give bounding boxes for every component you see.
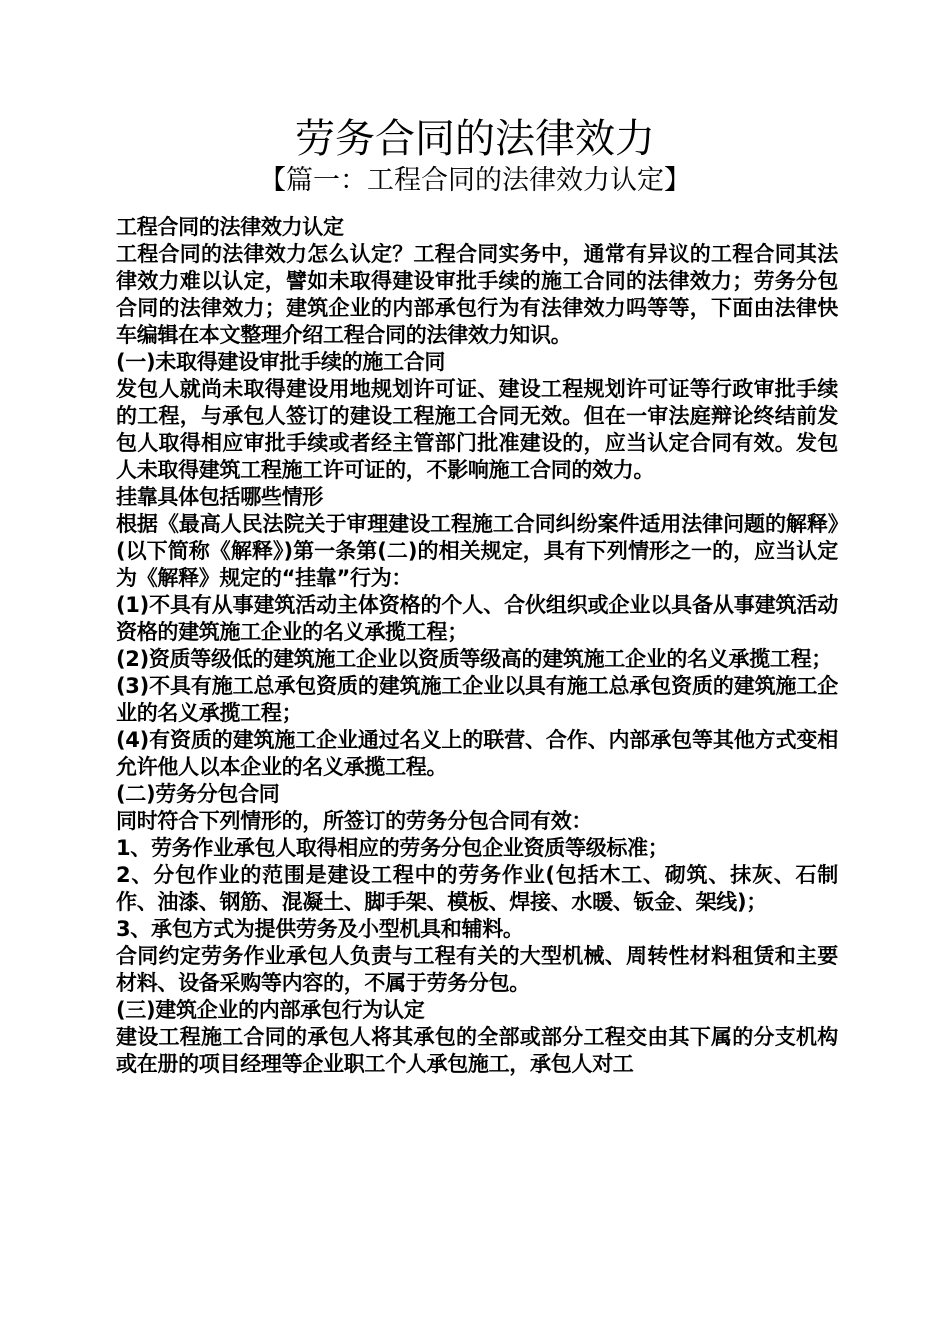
list-item-affiliation-3: (3)不具有施工总承包资质的建筑施工企业以具有施工总承包资质的建筑施工企业的名义承揽工程；	[116, 674, 838, 725]
list-item-affiliation-1: (1)不具有从事建筑活动主体资格的个人、合伙组织或企业以具备从事建筑活动资格的建筑施工企业的名义承揽工程；	[116, 593, 838, 644]
list-item-subcontract-1: 1、劳务作业承包人取得相应的劳务分包企业资质等级标准；	[116, 836, 669, 860]
section-heading-1: (一)未取得建设审批手续的施工合同	[116, 350, 446, 374]
section-heading-affiliation: 挂靠具体包括哪些情形	[116, 485, 323, 509]
paragraph-approval: 发包人就尚未取得建设用地规划许可证、建设工程规划许可证等行政审批手续的工程，与承包人签订的建设工程施工合同无效。但在一审法庭辩论终结前发包人取得相应审批手续或者经主管部门批准建设的，应当认定合同有效。发包人未取得建筑工程施工许可证的，不影响施工合同的效力。	[116, 377, 838, 482]
document-title: 劳务合同的法律效力	[295, 116, 655, 162]
document-subtitle: 【篇一：工程合同的法律效力认定】	[259, 165, 691, 196]
section-heading-overview: 工程合同的法律效力认定	[116, 215, 344, 239]
list-item-affiliation-2: (2)资质等级低的建筑施工企业以资质等级高的建筑施工企业的名义承揽工程；	[116, 647, 833, 671]
paragraph-internal-contracting: 建设工程施工合同的承包人将其承包的全部或部分工程交由其下属的分支机构或在册的项目经理等企业职工个人承包施工，承包人对工	[116, 1025, 838, 1076]
section-heading-3: (三)建筑企业的内部承包行为认定	[116, 998, 425, 1022]
paragraph-subcontract-exclusion: 合同约定劳务作业承包人负责与工程有关的大型机械、周转性材料租赁和主要材料、设备采购等内容的，不属于劳务分包。	[116, 944, 838, 995]
list-item-affiliation-4: (4)有资质的建筑施工企业通过名义上的联营、合作、内部承包等其他方式变相允许他人以本企业的名义承揽工程。	[116, 728, 838, 779]
list-item-subcontract-2: 2、分包作业的范围是建设工程中的劳务作业(包括木工、砌筑、抹灰、石制作、油漆、钢筋、混凝土、脚手架、模板、焊接、水暖、钣金、架线)；	[116, 863, 838, 914]
paragraph-subcontract-conditions: 同时符合下列情形的，所签订的劳务分包合同有效：	[116, 809, 593, 833]
paragraph-intro: 工程合同的法律效力怎么认定？工程合同实务中，通常有异议的工程合同其法律效力难以认定，譬如未取得建设审批手续的施工合同的法律效力；劳务分包合同的法律效力；建筑企业的内部承包行为有法律效力吗等等，下面由法律快车编辑在本文整理介绍工程合同的法律效力知识。	[116, 242, 838, 347]
document-body	[116, 214, 838, 1078]
section-heading-2: (二)劳务分包合同	[116, 782, 280, 806]
list-item-subcontract-3: 3、承包方式为提供劳务及小型机具和辅料。	[116, 917, 524, 941]
paragraph-affiliation: 根据《最高人民法院关于审理建设工程施工合同纠纷案件适用法律问题的解释》(以下简称《解释》)第一条第(二)的相关规定，具有下列情形之一的，应当认定为《解释》规定的“挂靠”行为：	[116, 512, 838, 590]
